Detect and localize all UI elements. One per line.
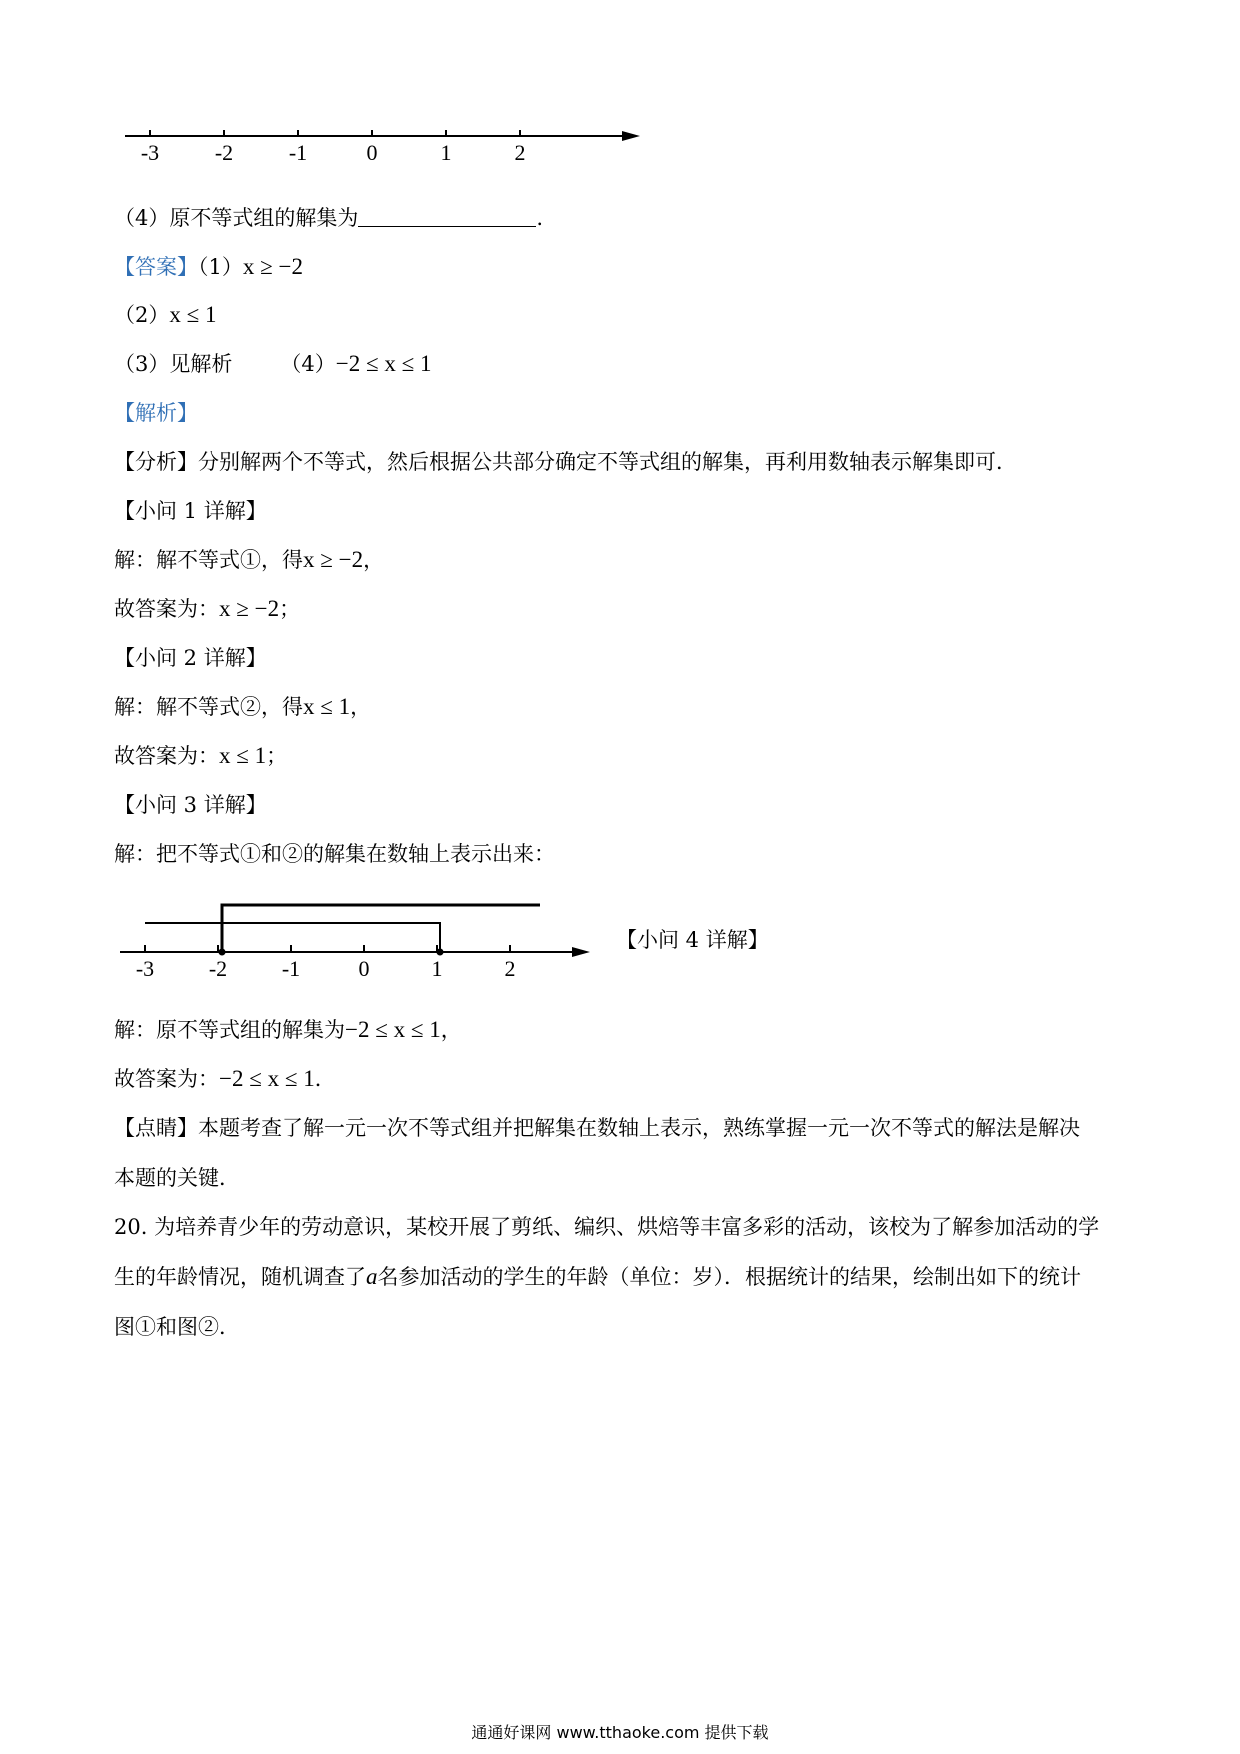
tick-label: 0 (358, 956, 370, 980)
q1-heading: 【小问 1 详解】 (114, 499, 267, 523)
variable-a: a (366, 1264, 378, 1289)
q4-heading: 【小问 4 详解】 (616, 928, 769, 952)
tick-label: 0 (366, 140, 378, 165)
q3-heading: 【小问 3 详解】 (114, 793, 267, 817)
tick-label: -2 (208, 956, 228, 980)
q1-solution: 解：解不等式①，得x ≥ −2， (114, 547, 385, 572)
tick-label: -2 (214, 140, 234, 165)
number-line-2 (110, 895, 590, 980)
number-line-1 (120, 118, 640, 170)
q2-heading: 【小问 2 详解】 (114, 646, 267, 670)
answer-2-math: x ≤ 1 (169, 302, 217, 327)
answer-4-math: −2 ≤ x ≤ 1 (335, 351, 432, 376)
tick-label: 2 (504, 956, 516, 980)
tick-label: 1 (431, 956, 443, 980)
q4-prompt: （4）原不等式组的解集为 . (114, 206, 544, 230)
answer-line-2: （2）x ≤ 1 (114, 302, 217, 327)
solution-set-1 (222, 905, 540, 952)
tick-label: -3 (135, 956, 155, 980)
answer-1-math: x ≥ −2 (242, 254, 303, 279)
tick-label: 1 (440, 140, 452, 165)
q20-line-2: 生的年龄情况，随机调查了a名参加活动的学生的年龄（单位：岁）．根据统计的结果，绘制出如下的统计 (114, 1264, 1081, 1289)
analysis-fenxi: 【分析】分别解两个不等式，然后根据公共部分确定不等式组的解集，再利用数轴表示解集即可． (114, 450, 1017, 474)
q1-answer: 故答案为：x ≥ −2； (114, 596, 301, 621)
tick-label: -3 (140, 140, 160, 165)
endpoint-1 (437, 949, 444, 956)
q3-solution: 解：把不等式①和②的解集在数轴上表示出来： (114, 842, 555, 866)
answer-blank (358, 206, 536, 227)
dianjing-line-1: 【点睛】本题考查了解一元一次不等式组并把解集在数轴上表示，熟练掌握一元一次不等式的解法是解决 (114, 1116, 1080, 1140)
tick-label: -1 (288, 140, 308, 165)
q2-answer: 故答案为：x ≤ 1； (114, 743, 288, 768)
analysis-tag: 【解析】 (114, 401, 198, 425)
solution-set-2 (145, 923, 440, 952)
endpoint-minus-2 (219, 949, 226, 956)
q2-solution: 解：解不等式②，得x ≤ 1， (114, 694, 372, 719)
footer: 通通好课网 www.tthaoke.com 提供下载 (471, 1723, 769, 1742)
answer-tag: 【答案】 (114, 255, 198, 279)
answer-line-1: 【答案】（1）x ≥ −2 (114, 254, 303, 279)
q20-line-1: 20. 为培养青少年的劳动意识，某校开展了剪纸、编织、烘焙等丰富多彩的活动，该校为了解参加活动的学 (114, 1215, 1100, 1239)
dianjing-line-2: 本题的关键． (114, 1166, 240, 1190)
tick-label: 2 (514, 140, 526, 165)
q4-solution: 解：原不等式组的解集为−2 ≤ x ≤ 1， (114, 1017, 462, 1042)
tick-label: -1 (281, 956, 301, 980)
q4-answer: 故答案为：−2 ≤ x ≤ 1． (114, 1066, 336, 1091)
answer-line-3: （3）见解析 （4）−2 ≤ x ≤ 1 (114, 351, 432, 376)
q20-line-3: 图①和图②． (114, 1315, 240, 1339)
